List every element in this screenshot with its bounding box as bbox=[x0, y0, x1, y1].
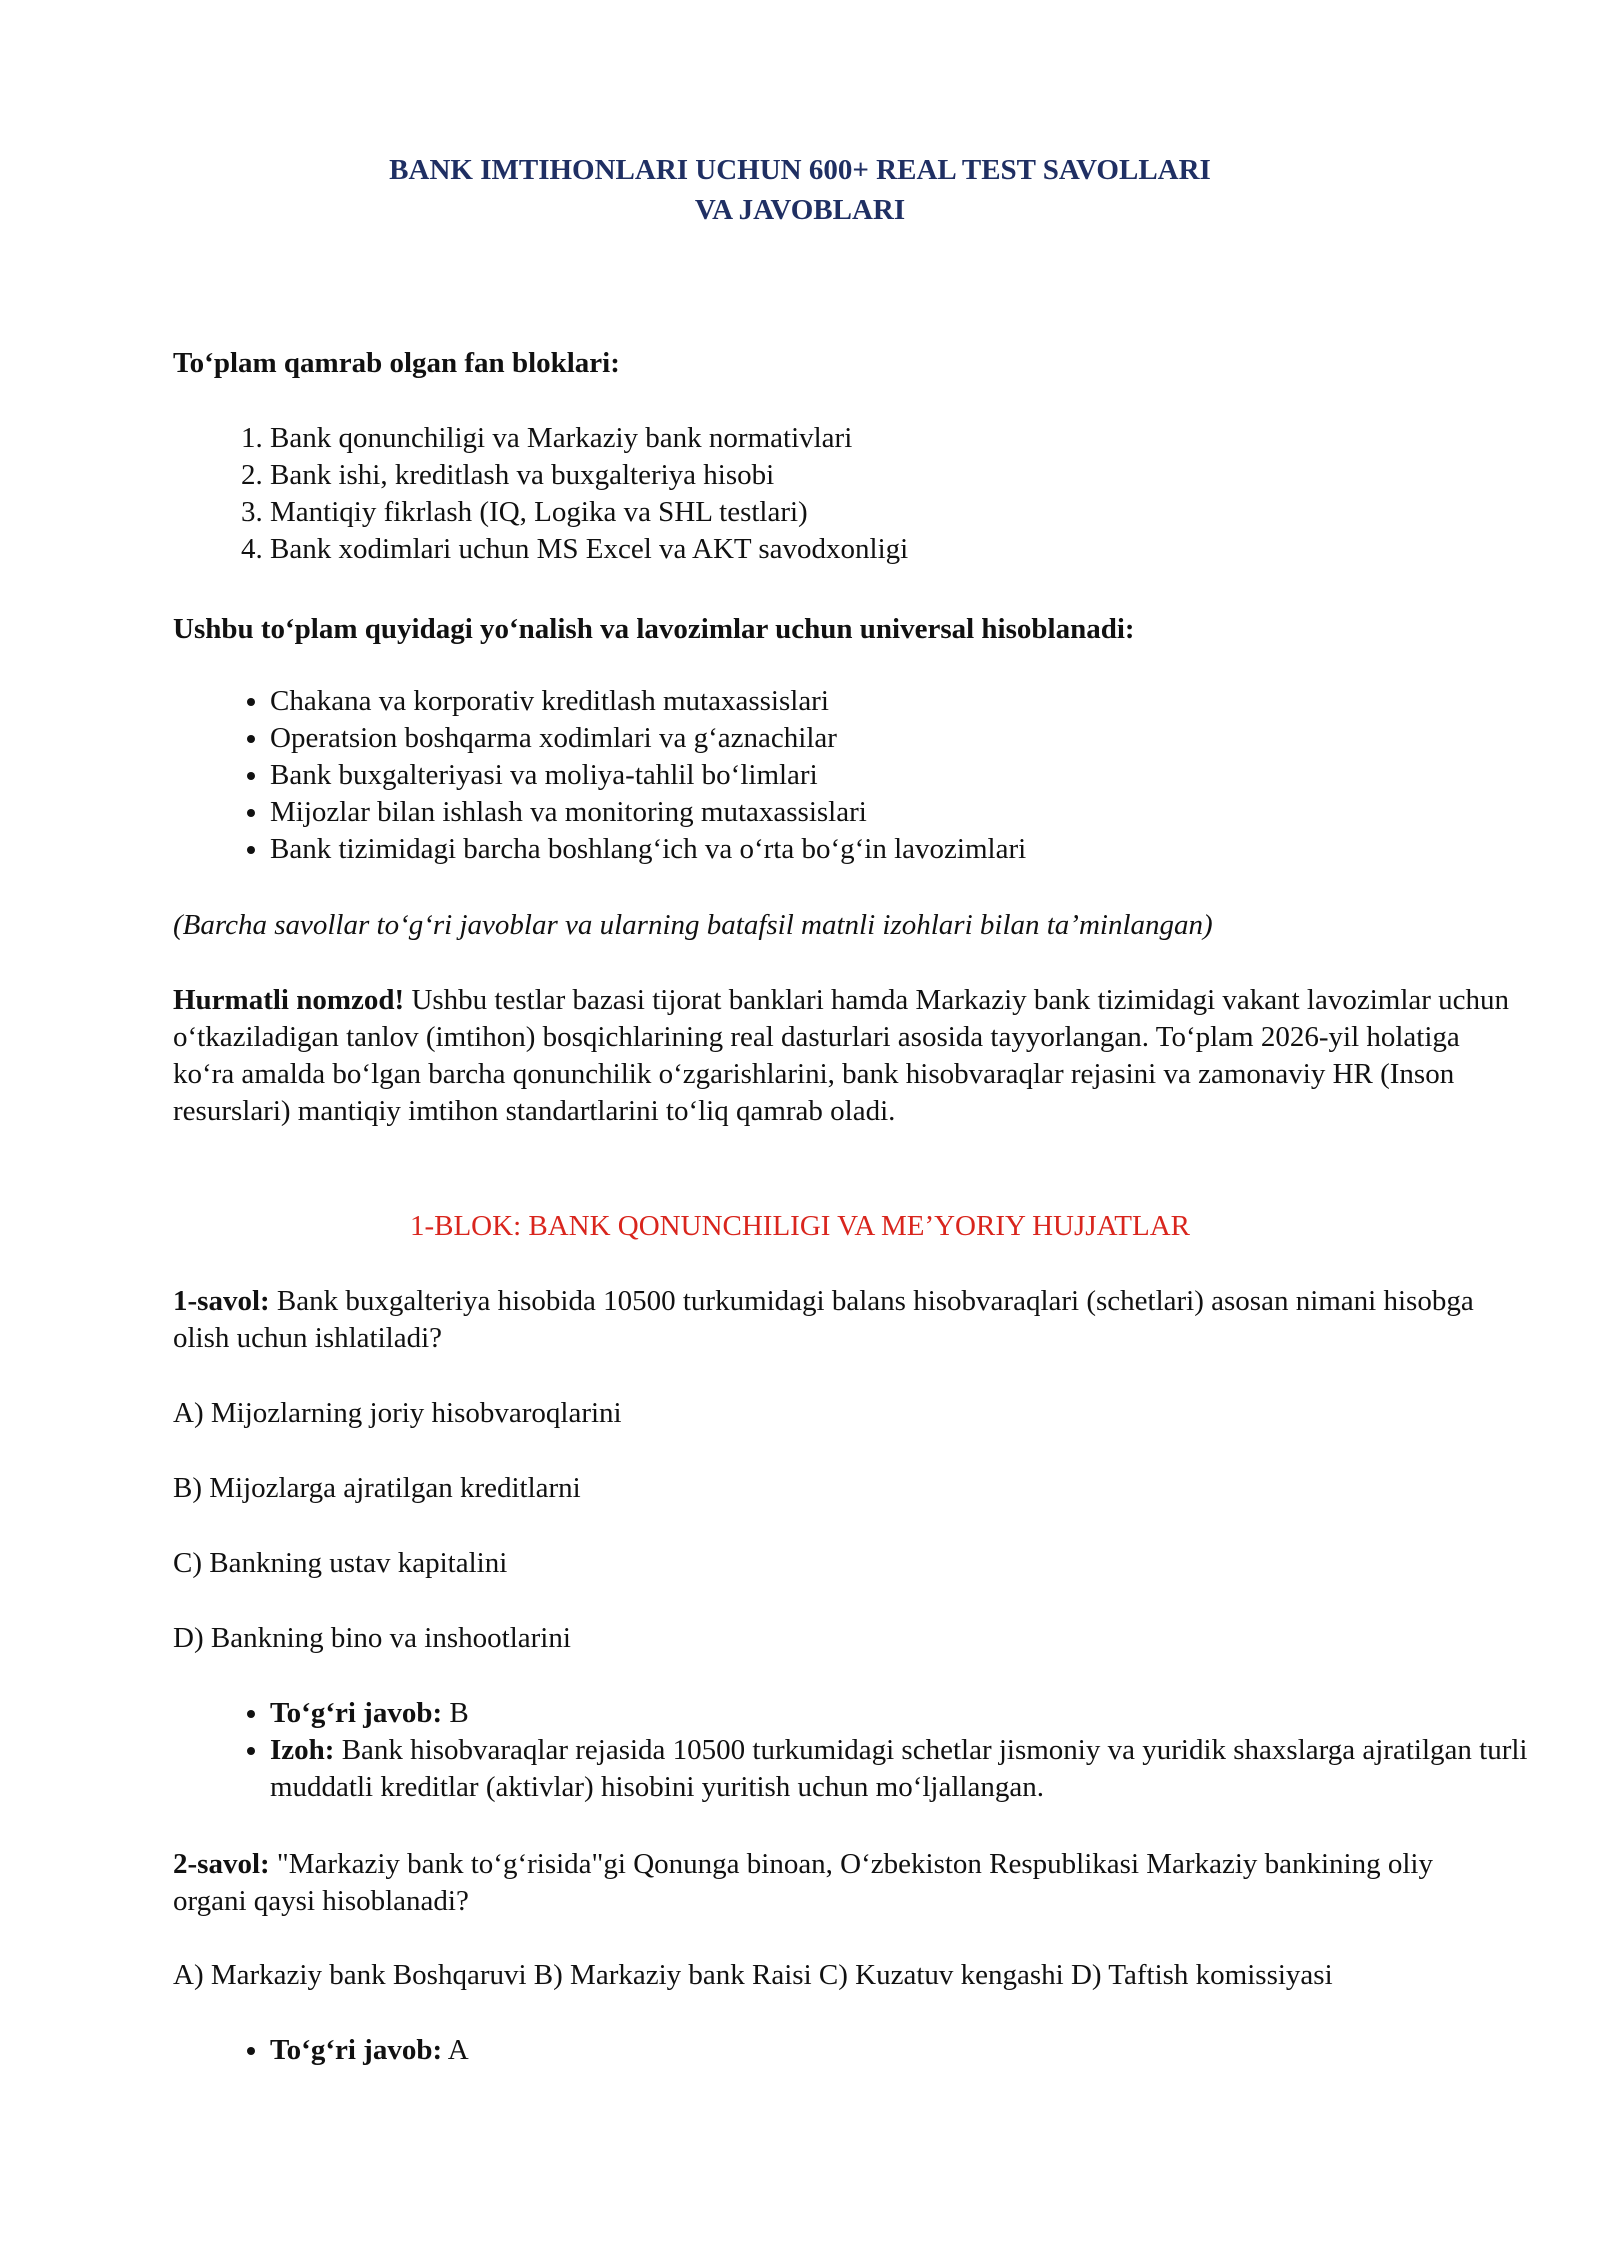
answer-value: B bbox=[442, 1697, 469, 1729]
list-item: 1. Bank qonunchiligi va Markaziy bank normativlari bbox=[270, 420, 1600, 457]
positions-list bbox=[173, 683, 1600, 868]
intro-bold: Hurmatli nomzod! bbox=[173, 984, 405, 1016]
q1-option-c: C) Bankning ustav kapitalini bbox=[173, 1547, 508, 1579]
answer-label: To‘g‘ri javob: bbox=[270, 2034, 443, 2066]
list-item: 3. Mantiqiy fikrlash (IQ, Logika va SHL testlari) bbox=[270, 494, 1600, 531]
q1-option-b: B) Mijozlarga ajratilgan kreditlarni bbox=[173, 1472, 581, 1504]
q1-option-d: D) Bankning bino va inshootlarini bbox=[173, 1622, 571, 1654]
question-2-text: "Markaziy bank to‘g‘risida"gi Qonunga binoan, O‘zbekiston Respublikasi Markaziy bankining oliy organi qaysi hisoblanadi? bbox=[173, 1848, 1433, 1917]
intro-paragraph bbox=[173, 982, 1513, 1130]
intro-text: Ushbu testlar bazasi tijorat banklari hamda Markaziy bank tizimidagi vakant lavozimlar uchun o‘tkaziladigan tanlov (imtihon) bosqichlarining real dasturlari asosida tayyorlangan. To‘plam 2026-yil holatiga ko‘ra amalda bo‘lgan barcha qonunchilik o‘zgarishlarini, bank hisobvaraqlar rejasini va zamonaviy HR (Inson resurslari) mantiqiy imtihon standartlarini to‘liq qamrab oladi. bbox=[173, 984, 1510, 1127]
list-item bbox=[270, 1732, 1600, 1806]
explain-text: Bank hisobvaraqlar rejasida 10500 turkumidagi schetlar jismoniy va yuridik shaxslarga ajratilgan turli muddatli kreditlar (aktivlar) hisobini yuritish uchun mo‘ljallangan. bbox=[270, 1734, 1528, 1803]
question-2-label: 2-savol: bbox=[173, 1848, 270, 1880]
question-1 bbox=[173, 1283, 1513, 1357]
list-item: • Operatsion boshqarma xodimlari va g‘aznachilar bbox=[270, 720, 1600, 757]
list-item bbox=[270, 2032, 1600, 2069]
question-1-label: 1-savol: bbox=[173, 1285, 270, 1317]
answer-label: To‘g‘ri javob: bbox=[270, 1697, 443, 1729]
list-item: 2. Bank ishi, kreditlash va buxgalteriya hisobi bbox=[270, 457, 1600, 494]
q2-options: A) Markaziy bank Boshqaruvi B) Markaziy bank Raisi C) Kuzatuv kengashi D) Taftish komissiyasi bbox=[173, 1959, 1333, 1991]
list-item: • Bank buxgalteriyasi va moliya-tahlil bo‘limlari bbox=[270, 757, 1600, 794]
answer-value: A bbox=[442, 2034, 469, 2066]
positions-heading: Ushbu to‘plam quyidagi yo‘nalish va lavozimlar uchun universal hisoblanadi: bbox=[173, 613, 1135, 645]
list-item: • Mijozlar bilan ishlash va monitoring mutaxassislari bbox=[270, 794, 1600, 831]
q2-answer-list bbox=[173, 2032, 1600, 2069]
question-1-text: Bank buxgalteriya hisobida 10500 turkumidagi balans hisobvaraqlari (schetlari) asosan nimani hisobga olish uchun ishlatiladi? bbox=[173, 1285, 1474, 1354]
section-heading: 1-BLOK: BANK QONUNCHILIGI VA ME’YORIY HUJJATLAR bbox=[409, 1210, 1191, 1242]
question-2 bbox=[173, 1846, 1513, 1920]
title-line-1: BANK IMTIHONLARI UCHUN 600+ REAL TEST SAVOLLARI bbox=[389, 154, 1211, 186]
q1-option-a: A) Mijozlarning joriy hisobvaroqlarini bbox=[173, 1397, 622, 1429]
list-item bbox=[270, 1695, 1600, 1732]
blocks-heading: To‘plam qamrab olgan fan bloklari: bbox=[173, 347, 620, 379]
title-line-2: VA JAVOBLARI bbox=[694, 194, 906, 226]
italic-note: (Barcha savollar to‘g‘ri javoblar va ularning batafsil matnli izohlari bilan ta’minlangan) bbox=[173, 909, 1213, 941]
q1-answer-list bbox=[173, 1695, 1600, 1806]
explain-label: Izoh: bbox=[270, 1734, 335, 1766]
list-item: • Chakana va korporativ kreditlash mutaxassislari bbox=[270, 683, 1600, 720]
blocks-list bbox=[173, 420, 1600, 568]
list-item: • Bank tizimidagi barcha boshlang‘ich va o‘rta bo‘g‘in lavozimlari bbox=[270, 831, 1600, 868]
list-item: 4. Bank xodimlari uchun MS Excel va AKT savodxonligi bbox=[270, 531, 1600, 568]
document-title bbox=[0, 150, 1600, 230]
